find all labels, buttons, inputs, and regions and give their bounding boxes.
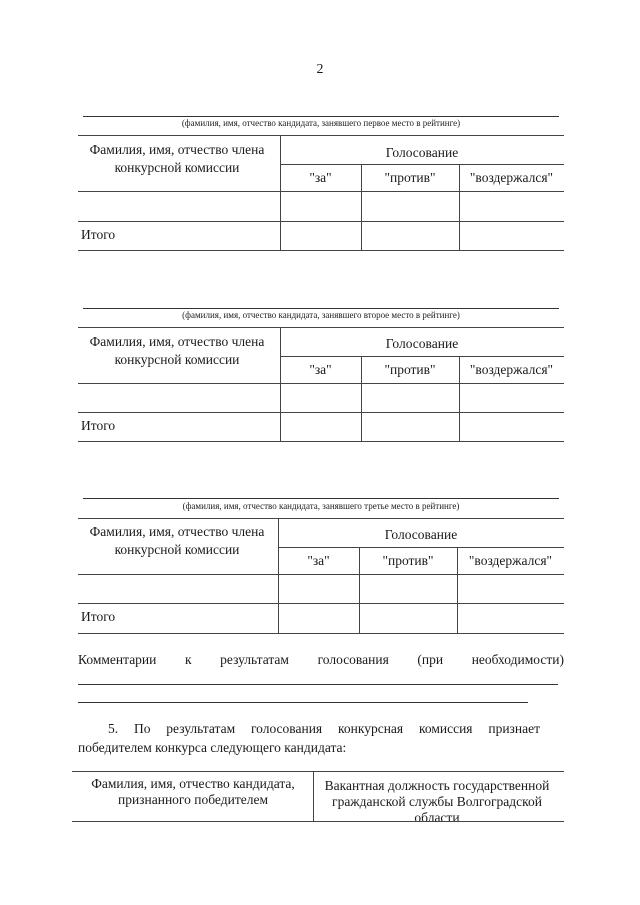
- header-commission-member: Фамилия, имя, отчество члена конкурсной комиссии: [89, 142, 265, 175]
- row-divider: [78, 412, 564, 413]
- total-row-label: Итого: [81, 227, 116, 242]
- col-for: "за": [307, 553, 330, 568]
- col-for: "за": [309, 170, 332, 185]
- table-top-border: [78, 518, 564, 519]
- header-winner-name: Фамилия, имя, отчество кандидата, признанного победителем: [91, 776, 295, 807]
- comments-word: к: [185, 652, 192, 667]
- comments-label: [78, 652, 564, 668]
- comments-word: Комментарии: [78, 652, 157, 667]
- col-divider: [361, 356, 362, 441]
- comments-word: голосования: [317, 652, 389, 667]
- col-abstain: "воздержался": [468, 553, 553, 568]
- header-commission-member: Фамилия, имя, отчество члена конкурсной комиссии: [89, 334, 265, 367]
- col-abstain: "воздержался": [469, 362, 554, 377]
- candidate-caption: (фамилия, имя, отчество кандидата, занявшего первое место в рейтинге): [181, 118, 461, 128]
- col-divider: [280, 327, 281, 441]
- total-row-label: Итого: [81, 609, 116, 624]
- header-bottom-border: [78, 574, 564, 575]
- header-voting: Голосование: [385, 336, 459, 351]
- col-divider: [280, 135, 281, 250]
- col-divider: [359, 547, 360, 633]
- vote-subheader-line: [278, 547, 564, 548]
- table-bottom-border: [72, 821, 564, 822]
- col-divider: [278, 518, 279, 633]
- header-vacant-position: Вакантная должность государственной гражданской службы Волгоградской области: [324, 778, 550, 825]
- comments-word: необходимости): [471, 652, 564, 667]
- header-bottom-border: [78, 191, 564, 192]
- col-divider: [361, 164, 362, 250]
- header-voting: Голосование: [384, 527, 458, 542]
- col-divider: [313, 771, 314, 821]
- comments-word: (при: [417, 652, 444, 667]
- col-for: "за": [309, 362, 332, 377]
- candidate-caption: (фамилия, имя, отчество кандидата, занявшего второе место в рейтинге): [182, 310, 460, 320]
- table-bottom-border: [78, 633, 564, 634]
- col-abstain: "воздержался": [469, 170, 554, 185]
- table-top-border: [78, 135, 564, 136]
- comments-word: результатам: [220, 652, 289, 667]
- col-against: "против": [382, 553, 434, 568]
- comments-blank-line: [78, 702, 528, 703]
- table-top-border: [72, 771, 564, 772]
- table-top-border: [78, 327, 564, 328]
- page-number: 2: [316, 62, 324, 77]
- header-voting: Голосование: [385, 145, 459, 160]
- col-divider: [459, 164, 460, 250]
- row-divider: [78, 221, 564, 222]
- candidate-name-line: [83, 308, 559, 309]
- col-against: "против": [384, 362, 436, 377]
- candidate-name-line: [83, 498, 559, 499]
- table-bottom-border: [78, 441, 564, 442]
- total-row-label: Итого: [81, 418, 116, 433]
- section-5-paragraph: 5. По результатам голосования конкурсная комиссия признает победителем конкурса следующего кандидата:: [78, 721, 540, 755]
- table-bottom-border: [78, 250, 564, 251]
- row-divider: [78, 603, 564, 604]
- vote-subheader-line: [280, 164, 564, 165]
- header-bottom-border: [78, 383, 564, 384]
- comments-blank-line: [78, 684, 558, 685]
- col-divider: [459, 356, 460, 441]
- candidate-name-line: [83, 116, 559, 117]
- candidate-caption: (фамилия, имя, отчество кандидата, занявшего третье место в рейтинге): [182, 501, 460, 511]
- col-divider: [457, 547, 458, 633]
- vote-subheader-line: [280, 356, 564, 357]
- col-against: "против": [384, 170, 436, 185]
- header-commission-member: Фамилия, имя, отчество члена конкурсной комиссии: [89, 524, 265, 557]
